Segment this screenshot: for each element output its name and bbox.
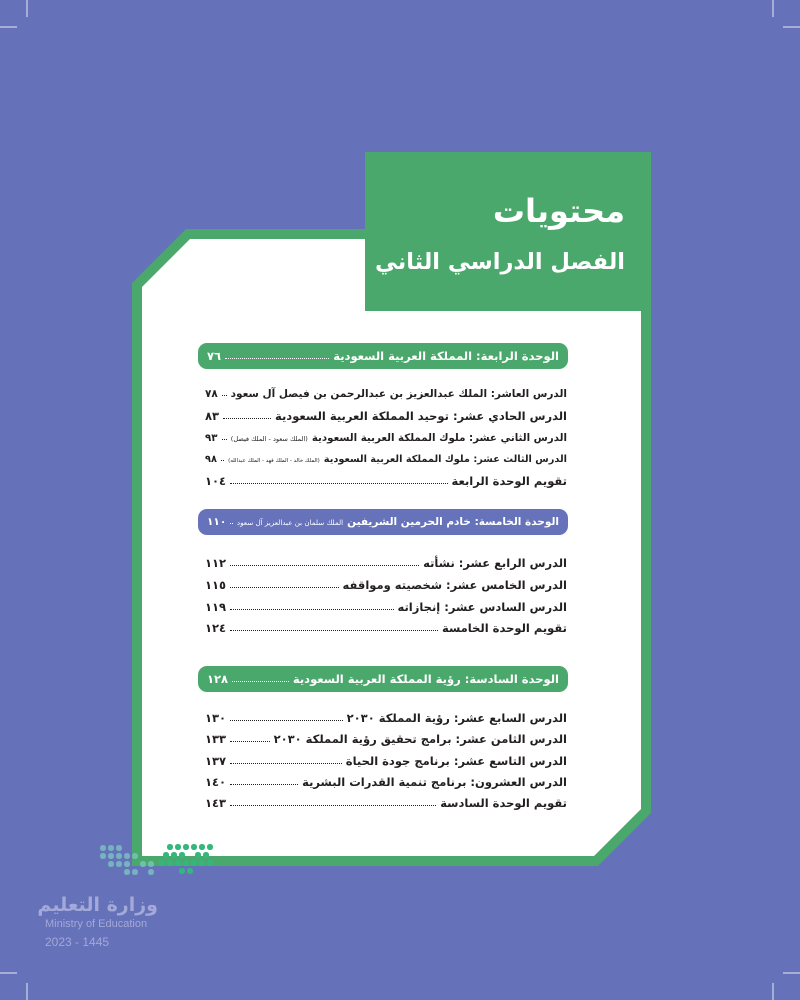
lesson-title: الدرس السادس عشر: إنجازاته <box>397 599 567 614</box>
page-number: ١١٥ <box>205 577 227 592</box>
lesson-list <box>198 553 568 640</box>
lesson-title: الدرس العشرون: برنامج تنمية القدرات البشرية <box>302 774 567 789</box>
lesson-list <box>198 384 568 493</box>
lesson-11-entry <box>205 406 567 428</box>
dot-leader <box>230 609 393 610</box>
semester-title: الفصل الدراسي الثاني <box>375 249 625 275</box>
unit-title: الوحدة الخامسة: خادم الحرمين الشريفين <box>347 516 559 528</box>
lesson-title: الدرس التاسع عشر: برنامج جودة الحياة <box>345 753 567 768</box>
ministry-dots-logo-accent-icon <box>167 844 172 849</box>
dot-leader <box>230 805 436 806</box>
dot-leader <box>230 523 233 524</box>
unit-six-header-bar <box>198 666 568 692</box>
unit-title: الوحدة الرابعة: المملكة العربية السعودية <box>333 349 559 363</box>
page-number: ١٣٧ <box>205 753 227 768</box>
page-number: ١١٢ <box>205 556 227 570</box>
dot-leader <box>221 460 224 461</box>
ministry-name-english: Ministry of Education <box>45 918 148 930</box>
page-number: ٩٨ <box>205 454 217 466</box>
dot-leader <box>230 565 419 566</box>
dot-leader <box>230 587 338 588</box>
dot-leader <box>225 358 329 359</box>
dot-leader <box>223 418 271 419</box>
page-number: ٧٨ <box>205 388 218 400</box>
unit-page-number: ١١٠ <box>207 516 227 528</box>
lesson-title: الدرس الثالث عشر: ملوك المملكة العربية السعودية <box>323 454 567 466</box>
unit-four-header-bar <box>198 343 568 369</box>
page-number: ١٠٤ <box>205 474 227 488</box>
lesson-18-entry <box>205 729 567 750</box>
ministry-dots-logo-icon <box>100 845 105 850</box>
unit-five-review-entry <box>205 618 567 640</box>
dot-leader <box>230 763 342 764</box>
dot-leader <box>230 741 270 742</box>
lesson-16-entry <box>205 597 567 619</box>
lesson-14-entry <box>205 553 567 575</box>
dot-leader <box>230 784 298 785</box>
lesson-10-entry <box>205 384 567 406</box>
page-number: ١٤٠ <box>205 774 227 789</box>
page-number: ١٢٤ <box>205 621 227 636</box>
page-number: ١١٩ <box>205 599 227 614</box>
dot-leader <box>222 439 227 440</box>
lesson-17-entry <box>205 708 567 729</box>
unit-four-section <box>198 343 568 493</box>
lesson-title: الدرس الثامن عشر: برامج تحقيق رؤية المملكة ٢٠٣٠ <box>273 732 567 747</box>
dot-leader <box>232 681 289 682</box>
page-number: ١٣٠ <box>205 711 227 725</box>
ministry-name-arabic: وزارة التعليم <box>37 894 158 916</box>
unit-title: الوحدة السادسة: رؤية المملكة العربية السعودية <box>292 672 559 686</box>
page-number: ٨٣ <box>205 408 220 423</box>
unit-five-header-bar <box>198 509 568 535</box>
unit-six-review-entry <box>205 793 567 814</box>
lesson-list <box>198 708 568 814</box>
lesson-title: تقويم الوحدة الرابعة <box>451 474 567 488</box>
lesson-12-entry <box>205 428 567 450</box>
unit-page-number: ١٢٨ <box>207 672 229 686</box>
page-number: ١٣٣ <box>205 732 227 747</box>
lesson-title: الدرس الثاني عشر: ملوك المملكة العربية السعودية <box>311 431 567 444</box>
edition-year: 2023 - 1445 <box>45 935 110 949</box>
dot-leader <box>222 395 227 396</box>
dot-leader <box>230 630 438 631</box>
unit-note: الملك سلمان بن عبدالعزيز آل سعود <box>236 518 344 527</box>
dot-leader <box>230 720 343 721</box>
lesson-title: تقويم الوحدة السادسة <box>440 796 567 810</box>
lesson-note: (الملك سعود - الملك فيصل) <box>230 434 308 443</box>
lesson-title: الدرس الرابع عشر: نشأته <box>423 556 567 570</box>
lesson-title: الدرس العاشر: الملك عبدالعزيز بن عبدالرحمن بن فيصل آل سعود <box>230 388 567 400</box>
page-number: ١٤٣ <box>205 796 227 810</box>
unit-four-review-entry <box>205 471 567 493</box>
lesson-20-entry <box>205 772 567 793</box>
lesson-title: الدرس السابع عشر: رؤية المملكة ٢٠٣٠ <box>346 711 567 725</box>
unit-page-number: ٧٦ <box>207 349 222 363</box>
unit-six-section <box>198 666 568 814</box>
contents-title: محتويات <box>492 192 625 230</box>
lesson-note: (الملك خالد - الملك فهد - الملك عبدالله) <box>228 458 320 465</box>
page-number: ٩٣ <box>205 431 218 444</box>
lesson-title: الدرس الحادي عشر: توحيد المملكة العربية السعودية <box>275 408 567 423</box>
unit-five-section <box>198 509 568 640</box>
lesson-15-entry <box>205 575 567 597</box>
dot-leader <box>230 483 447 484</box>
lesson-13-entry <box>205 449 567 471</box>
lesson-title: تقويم الوحدة الخامسة <box>441 621 567 636</box>
lesson-title: الدرس الخامس عشر: شخصيته ومواقفه <box>342 577 567 592</box>
lesson-19-entry <box>205 751 567 772</box>
